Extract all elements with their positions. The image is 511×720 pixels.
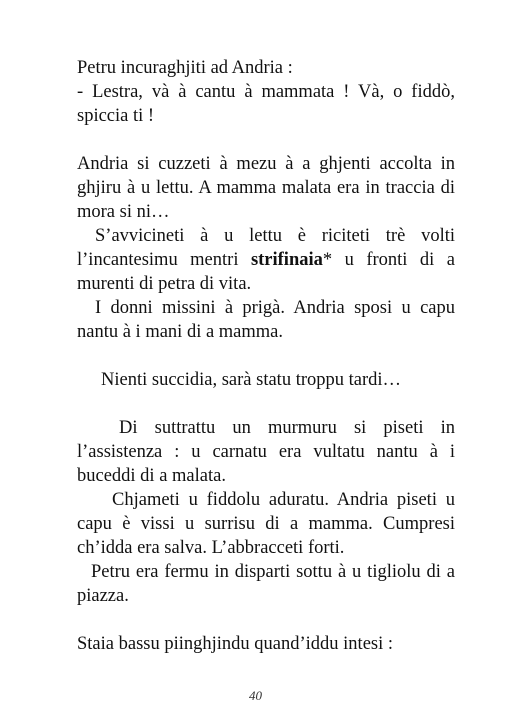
paragraph-5: Nienti succidia, sarà statu troppu tardi… — [101, 370, 402, 390]
paragraph-8: Petru era fermu in disparti sottu à u tigliolu di a piazza. — [77, 562, 455, 606]
paragraph-1 — [77, 56, 455, 128]
paragraph-3-bold-word: strifinaia — [250, 250, 323, 270]
paragraph-4: I donni missini à prigà. Andria sposi u capu nantu à i mani di a mamma. — [77, 298, 455, 342]
page-number: 40 — [249, 688, 262, 703]
paragraph-9: Staia bassu piinghjindu quand’iddu intesi : — [77, 634, 394, 654]
paragraph-1-line-2: - Lestra, và à cantu à mammata ! Và, o fiddò, — [77, 82, 455, 102]
paragraph-2: Andria si cuzzeti à mezu à a ghjenti accolta in ghjiru à u lettu. A mamma malata era in traccia di mora si ni… — [77, 154, 455, 222]
paragraph-6: Di suttrattu un murmuru si piseti in l’assistenza : u carnatu era vultatu nantu à i buceddi di a malata. — [77, 418, 455, 486]
paragraph-3 — [77, 224, 455, 296]
paragraph-7: Chjameti u fiddolu aduratu. Andria piseti u capu è vissi u surrisu di a mamma. Cumpresi ch’idda era salva. L’abbracceti forti. — [77, 490, 455, 558]
paragraph-3-text-after: * u fronti di a murenti di petra di vita. — [77, 250, 455, 294]
paragraph-1-line-1: Petru incuraghjiti ad Andria : — [77, 58, 293, 78]
paragraph-1-line-3: spiccia ti ! — [77, 106, 155, 126]
paragraph-3-text-before: S’avvicineti à u lettu è riciteti trè volti l’incantesimu mentri — [77, 226, 455, 270]
